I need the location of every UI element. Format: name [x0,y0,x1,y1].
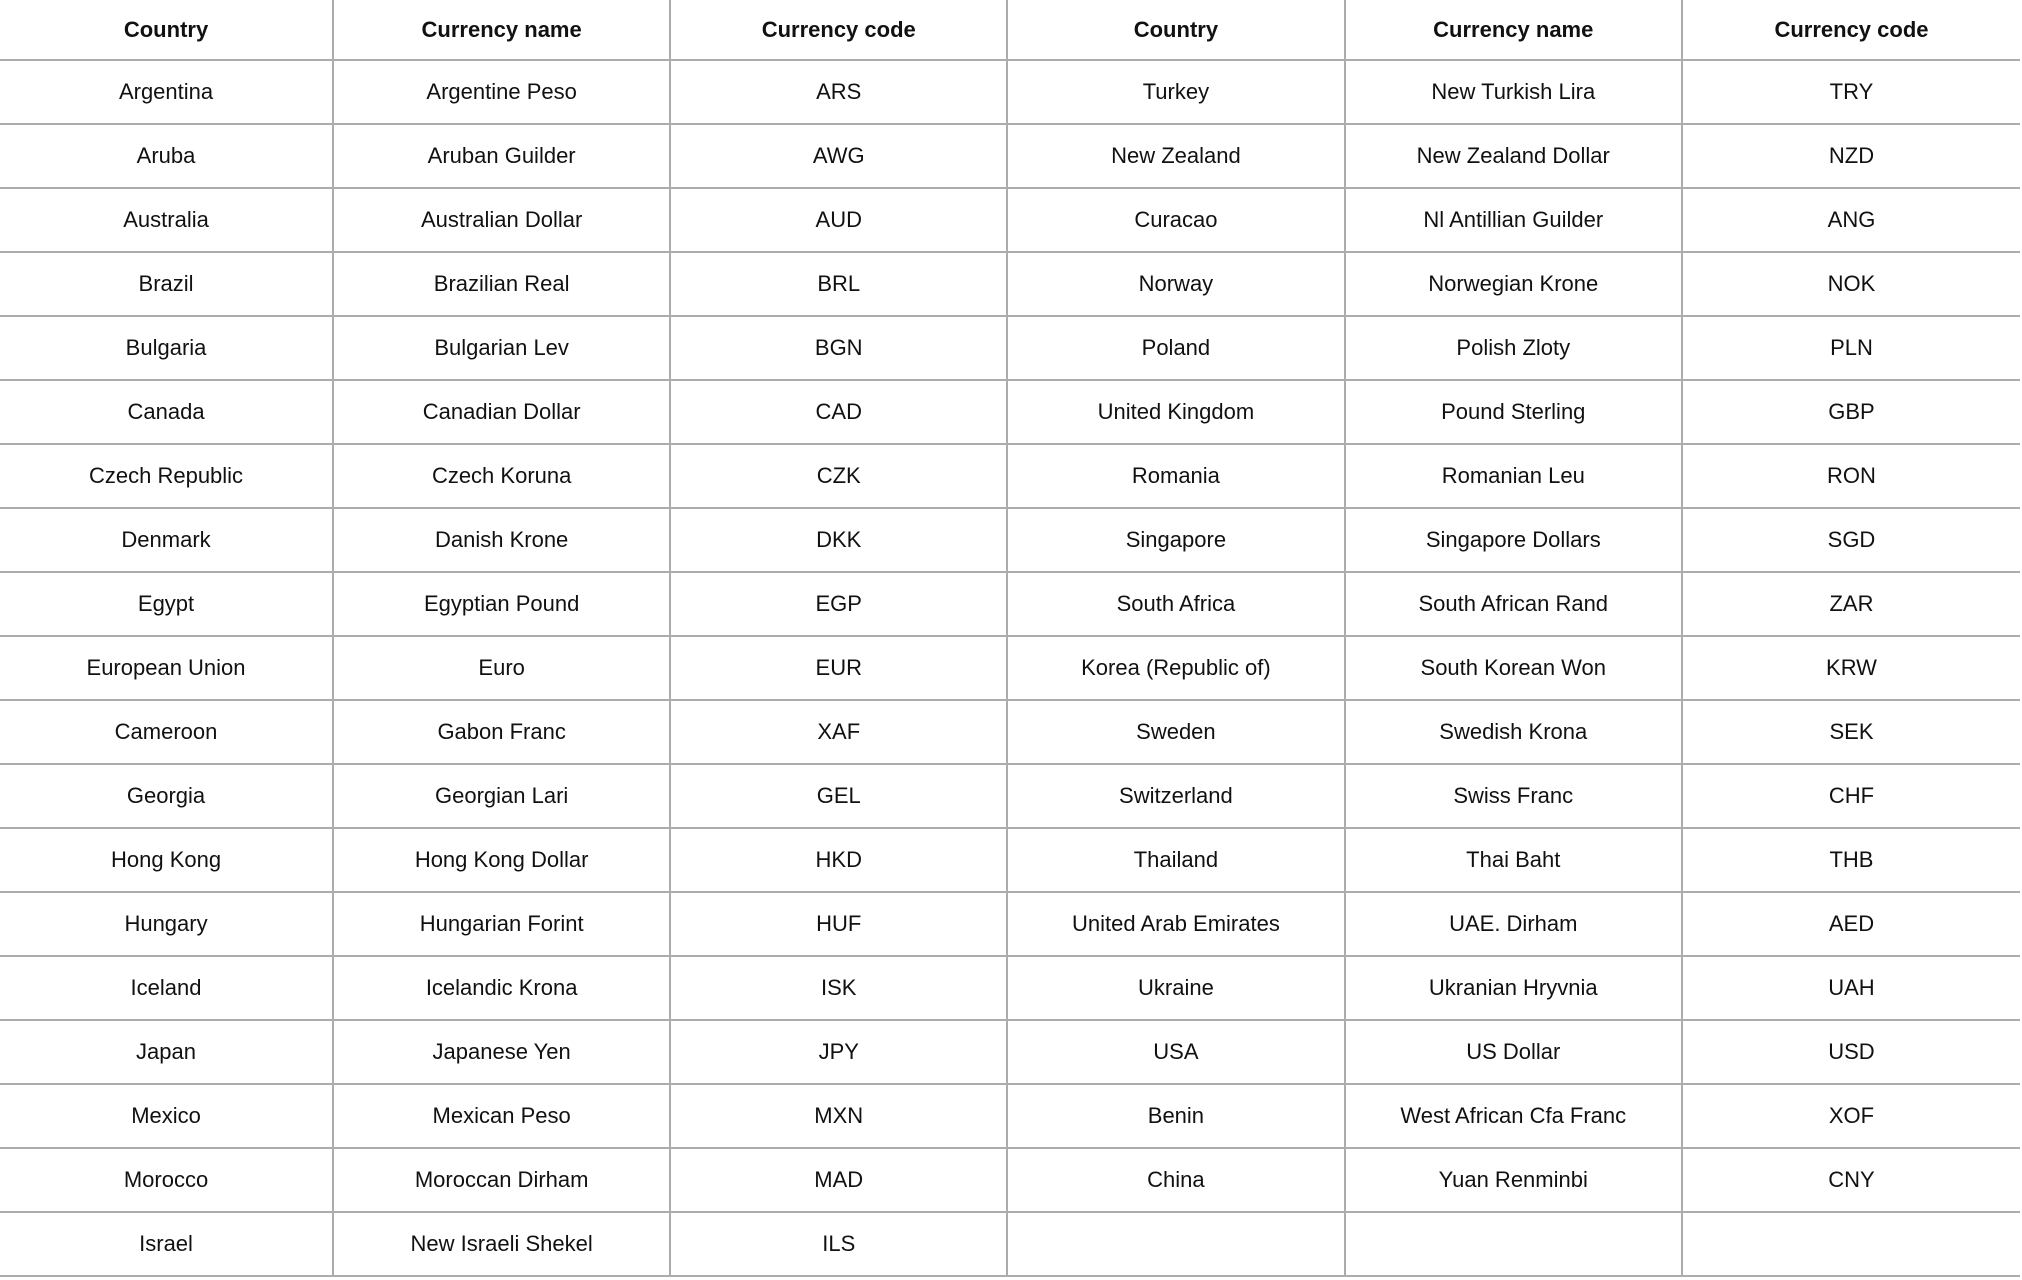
cell-currency-code: HUF [670,892,1007,956]
cell-currency-name: Argentine Peso [333,60,670,124]
cell-currency-name-2: Singapore Dollars [1345,508,1682,572]
cell-currency-code: HKD [670,828,1007,892]
table-row [0,764,2020,828]
table-row [0,1020,2020,1084]
cell-country-2: Korea (Republic of) [1007,636,1344,700]
cell-country: European Union [0,636,333,700]
cell-currency-name: Aruban Guilder [333,124,670,188]
table-row [0,316,2020,380]
cell-currency-name: Gabon Franc [333,700,670,764]
cell-country-2: Turkey [1007,60,1344,124]
cell-currency-name: Brazilian Real [333,252,670,316]
cell-currency-code: ISK [670,956,1007,1020]
cell-country: Argentina [0,60,333,124]
cell-country: Morocco [0,1148,333,1212]
cell-currency-name: New Israeli Shekel [333,1212,670,1276]
cell-currency-name-2: South Korean Won [1345,636,1682,700]
cell-currency-code-2: XOF [1682,1084,2020,1148]
cell-country-2: South Africa [1007,572,1344,636]
cell-currency-name: Czech Koruna [333,444,670,508]
cell-currency-code-2: SGD [1682,508,2020,572]
cell-currency-code-2: USD [1682,1020,2020,1084]
cell-currency-code-2: SEK [1682,700,2020,764]
cell-currency-name-2: Yuan Renminbi [1345,1148,1682,1212]
cell-currency-name: Euro [333,636,670,700]
cell-country: Mexico [0,1084,333,1148]
cell-currency-code-2: PLN [1682,316,2020,380]
cell-currency-code: MXN [670,1084,1007,1148]
cell-currency-name: Egyptian Pound [333,572,670,636]
cell-currency-name: Hong Kong Dollar [333,828,670,892]
cell-country: Hungary [0,892,333,956]
cell-currency-name-2 [1345,1212,1682,1276]
cell-currency-code: AWG [670,124,1007,188]
cell-country: Iceland [0,956,333,1020]
table-row [0,892,2020,956]
cell-currency-code: BRL [670,252,1007,316]
cell-currency-name-2: Polish Zloty [1345,316,1682,380]
cell-currency-code-2: GBP [1682,380,2020,444]
header-currency-code: Currency code [670,0,1007,60]
cell-currency-code-2: ANG [1682,188,2020,252]
header-row [0,0,2020,60]
table-row [0,1148,2020,1212]
table-row [0,252,2020,316]
cell-currency-name-2: Pound Sterling [1345,380,1682,444]
cell-currency-name: Bulgarian Lev [333,316,670,380]
cell-currency-name: Georgian Lari [333,764,670,828]
cell-currency-name: Canadian Dollar [333,380,670,444]
cell-country: Bulgaria [0,316,333,380]
cell-country: Denmark [0,508,333,572]
cell-country-2: Curacao [1007,188,1344,252]
table-row [0,444,2020,508]
cell-currency-code: DKK [670,508,1007,572]
cell-country: Georgia [0,764,333,828]
table-row [0,700,2020,764]
table-row [0,956,2020,1020]
header-currency-name: Currency name [333,0,670,60]
cell-currency-code-2: CHF [1682,764,2020,828]
cell-country: Egypt [0,572,333,636]
cell-currency-code: JPY [670,1020,1007,1084]
cell-currency-code: EGP [670,572,1007,636]
cell-currency-code-2: NOK [1682,252,2020,316]
table-row [0,508,2020,572]
cell-currency-name-2: Ukranian Hryvnia [1345,956,1682,1020]
cell-currency-name: Icelandic Krona [333,956,670,1020]
cell-currency-name-2: Swedish Krona [1345,700,1682,764]
cell-currency-code: BGN [670,316,1007,380]
cell-currency-code-2 [1682,1212,2020,1276]
cell-country-2: New Zealand [1007,124,1344,188]
table-row [0,380,2020,444]
cell-country-2: China [1007,1148,1344,1212]
cell-country: Israel [0,1212,333,1276]
cell-country: Aruba [0,124,333,188]
cell-country-2: Norway [1007,252,1344,316]
cell-currency-code-2: KRW [1682,636,2020,700]
cell-currency-name-2: South African Rand [1345,572,1682,636]
cell-currency-code-2: RON [1682,444,2020,508]
cell-country-2: Poland [1007,316,1344,380]
cell-currency-name-2: Swiss Franc [1345,764,1682,828]
cell-country: Canada [0,380,333,444]
cell-country-2: Benin [1007,1084,1344,1148]
table-row [0,572,2020,636]
cell-currency-code-2: CNY [1682,1148,2020,1212]
cell-currency-code: EUR [670,636,1007,700]
cell-currency-name: Mexican Peso [333,1084,670,1148]
cell-currency-code-2: AED [1682,892,2020,956]
cell-country-2: Romania [1007,444,1344,508]
cell-currency-name: Moroccan Dirham [333,1148,670,1212]
cell-currency-name-2: New Zealand Dollar [1345,124,1682,188]
cell-country-2: Singapore [1007,508,1344,572]
cell-currency-name-2: UAE. Dirham [1345,892,1682,956]
cell-country-2: Thailand [1007,828,1344,892]
cell-currency-code-2: THB [1682,828,2020,892]
table-row [0,60,2020,124]
cell-country-2: Switzerland [1007,764,1344,828]
table-row [0,1212,2020,1276]
table-row [0,124,2020,188]
cell-currency-name: Australian Dollar [333,188,670,252]
header-country: Country [0,0,333,60]
cell-currency-name-2: Norwegian Krone [1345,252,1682,316]
cell-currency-name-2: New Turkish Lira [1345,60,1682,124]
cell-country-2 [1007,1212,1344,1276]
cell-country-2: United Arab Emirates [1007,892,1344,956]
cell-country: Hong Kong [0,828,333,892]
cell-currency-name-2: Nl Antillian Guilder [1345,188,1682,252]
cell-currency-name-2: Romanian Leu [1345,444,1682,508]
cell-country: Cameroon [0,700,333,764]
cell-country: Japan [0,1020,333,1084]
cell-currency-name: Hungarian Forint [333,892,670,956]
cell-currency-code-2: TRY [1682,60,2020,124]
cell-currency-code: GEL [670,764,1007,828]
table-row [0,188,2020,252]
header-currency-code-2: Currency code [1682,0,2020,60]
cell-country-2: Sweden [1007,700,1344,764]
cell-currency-code: XAF [670,700,1007,764]
cell-currency-name-2: West African Cfa Franc [1345,1084,1682,1148]
cell-currency-code: ILS [670,1212,1007,1276]
cell-country-2: USA [1007,1020,1344,1084]
header-currency-name-2: Currency name [1345,0,1682,60]
cell-currency-code-2: NZD [1682,124,2020,188]
cell-currency-code: AUD [670,188,1007,252]
cell-country: Czech Republic [0,444,333,508]
cell-currency-code: CZK [670,444,1007,508]
table-row [0,828,2020,892]
cell-currency-code: ARS [670,60,1007,124]
header-country-2: Country [1007,0,1344,60]
cell-country: Australia [0,188,333,252]
cell-currency-code-2: ZAR [1682,572,2020,636]
table-row [0,636,2020,700]
cell-currency-name: Danish Krone [333,508,670,572]
cell-currency-name: Japanese Yen [333,1020,670,1084]
table-row [0,1084,2020,1148]
cell-country-2: Ukraine [1007,956,1344,1020]
cell-currency-code: CAD [670,380,1007,444]
cell-country-2: United Kingdom [1007,380,1344,444]
cell-currency-name-2: Thai Baht [1345,828,1682,892]
cell-currency-name-2: US Dollar [1345,1020,1682,1084]
cell-currency-code-2: UAH [1682,956,2020,1020]
cell-country: Brazil [0,252,333,316]
cell-currency-code: MAD [670,1148,1007,1212]
